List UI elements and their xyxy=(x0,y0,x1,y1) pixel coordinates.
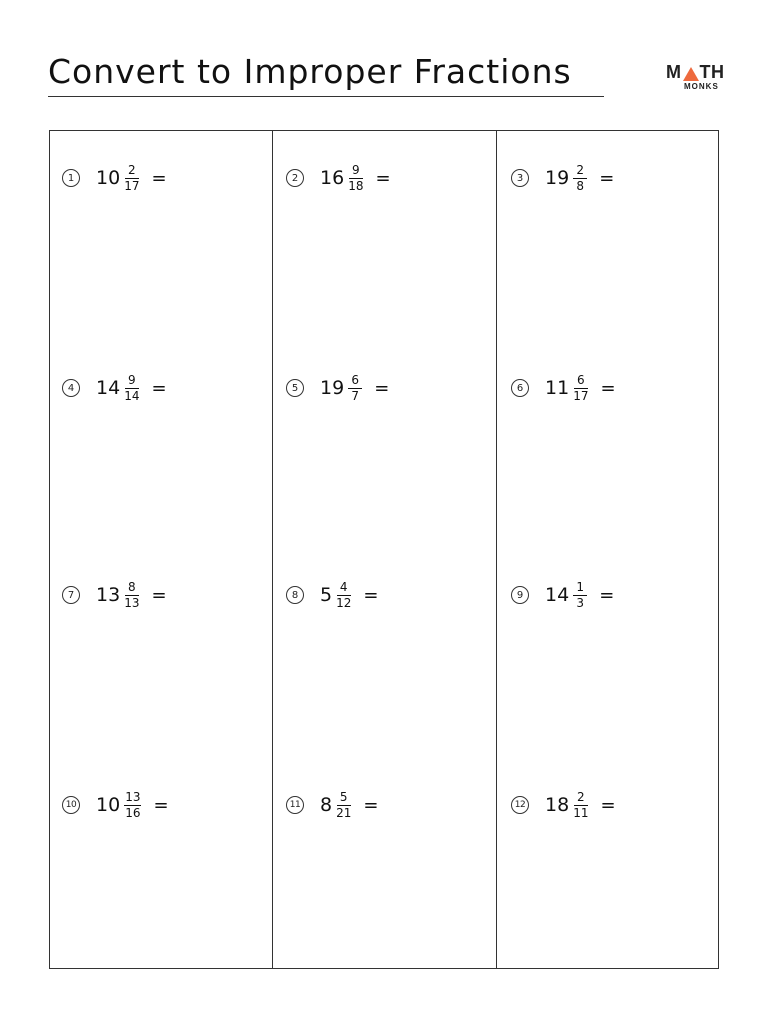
problem-number: 4 xyxy=(62,379,80,397)
equals-sign: = xyxy=(599,584,615,606)
denominator: 12 xyxy=(336,595,352,610)
numerator: 13 xyxy=(125,789,141,804)
problem-6 xyxy=(511,368,616,408)
problem-1 xyxy=(62,158,167,198)
equals-sign: = xyxy=(600,377,616,399)
problem-7 xyxy=(62,575,167,615)
whole-number: 14 xyxy=(545,584,570,606)
problem-10 xyxy=(62,785,169,825)
fraction xyxy=(336,791,351,820)
fraction xyxy=(336,581,351,610)
whole-number: 10 xyxy=(96,167,121,189)
denominator: 13 xyxy=(124,595,140,610)
problem-number: 9 xyxy=(511,586,529,604)
problem-5 xyxy=(286,368,389,408)
logo-wordmark xyxy=(666,62,725,83)
whole-number: 13 xyxy=(96,584,121,606)
problem-number: 5 xyxy=(286,379,304,397)
whole-number: 16 xyxy=(320,167,345,189)
numerator: 1 xyxy=(573,581,587,596)
numerator: 8 xyxy=(125,581,139,596)
problem-9 xyxy=(511,575,614,615)
fraction xyxy=(124,374,139,403)
fraction xyxy=(573,791,588,820)
math-monks-logo xyxy=(662,62,724,94)
whole-number: 5 xyxy=(320,584,333,606)
problem-3 xyxy=(511,158,614,198)
fraction xyxy=(573,164,587,193)
problem-8 xyxy=(286,575,378,615)
numerator: 6 xyxy=(348,374,362,389)
problem-number: 2 xyxy=(286,169,304,187)
denominator: 18 xyxy=(348,178,364,193)
whole-number: 19 xyxy=(320,377,345,399)
equals-sign: = xyxy=(363,584,379,606)
whole-number: 8 xyxy=(320,794,333,816)
logo-letters-th: TH xyxy=(699,62,725,82)
problem-number: 10 xyxy=(62,796,80,814)
numerator: 2 xyxy=(574,791,588,806)
title-underline xyxy=(48,96,604,97)
equals-sign: = xyxy=(374,377,390,399)
problem-number: 1 xyxy=(62,169,80,187)
equals-sign: = xyxy=(375,167,391,189)
denominator: 8 xyxy=(576,178,584,193)
problem-4 xyxy=(62,368,167,408)
triangle-icon xyxy=(683,67,699,81)
numerator: 4 xyxy=(337,581,351,596)
whole-number: 10 xyxy=(96,794,121,816)
equals-sign: = xyxy=(151,377,167,399)
worksheet-grid xyxy=(49,130,719,969)
numerator: 5 xyxy=(337,791,351,806)
numerator: 9 xyxy=(125,374,139,389)
denominator: 16 xyxy=(125,805,141,820)
fraction xyxy=(348,164,363,193)
equals-sign: = xyxy=(151,167,167,189)
fraction xyxy=(124,164,139,193)
fraction xyxy=(348,374,362,403)
logo-subtitle: MONKS xyxy=(684,82,719,91)
fraction xyxy=(573,374,588,403)
denominator: 3 xyxy=(576,595,584,610)
fraction xyxy=(124,791,141,820)
denominator: 7 xyxy=(351,388,359,403)
problem-number: 7 xyxy=(62,586,80,604)
equals-sign: = xyxy=(599,167,615,189)
numerator: 2 xyxy=(573,164,587,179)
problem-number: 6 xyxy=(511,379,529,397)
problem-number: 8 xyxy=(286,586,304,604)
equals-sign: = xyxy=(600,794,616,816)
numerator: 9 xyxy=(349,164,363,179)
numerator: 2 xyxy=(125,164,139,179)
column-divider xyxy=(272,130,273,969)
whole-number: 19 xyxy=(545,167,570,189)
problem-2 xyxy=(286,158,391,198)
equals-sign: = xyxy=(151,584,167,606)
problem-number: 12 xyxy=(511,796,529,814)
column-divider xyxy=(496,130,497,969)
numerator: 6 xyxy=(574,374,588,389)
denominator: 17 xyxy=(573,388,589,403)
logo-letter-m: M xyxy=(666,62,682,82)
whole-number: 18 xyxy=(545,794,570,816)
whole-number: 14 xyxy=(96,377,121,399)
denominator: 21 xyxy=(336,805,352,820)
fraction xyxy=(573,581,587,610)
denominator: 17 xyxy=(124,178,140,193)
problem-number: 11 xyxy=(286,796,304,814)
denominator: 14 xyxy=(124,388,140,403)
equals-sign: = xyxy=(153,794,169,816)
problem-number: 3 xyxy=(511,169,529,187)
page-title: Convert to Improper Fractions xyxy=(48,52,572,91)
fraction xyxy=(124,581,139,610)
problem-12 xyxy=(511,785,616,825)
whole-number: 11 xyxy=(545,377,570,399)
denominator: 11 xyxy=(573,805,589,820)
equals-sign: = xyxy=(363,794,379,816)
problem-11 xyxy=(286,785,378,825)
